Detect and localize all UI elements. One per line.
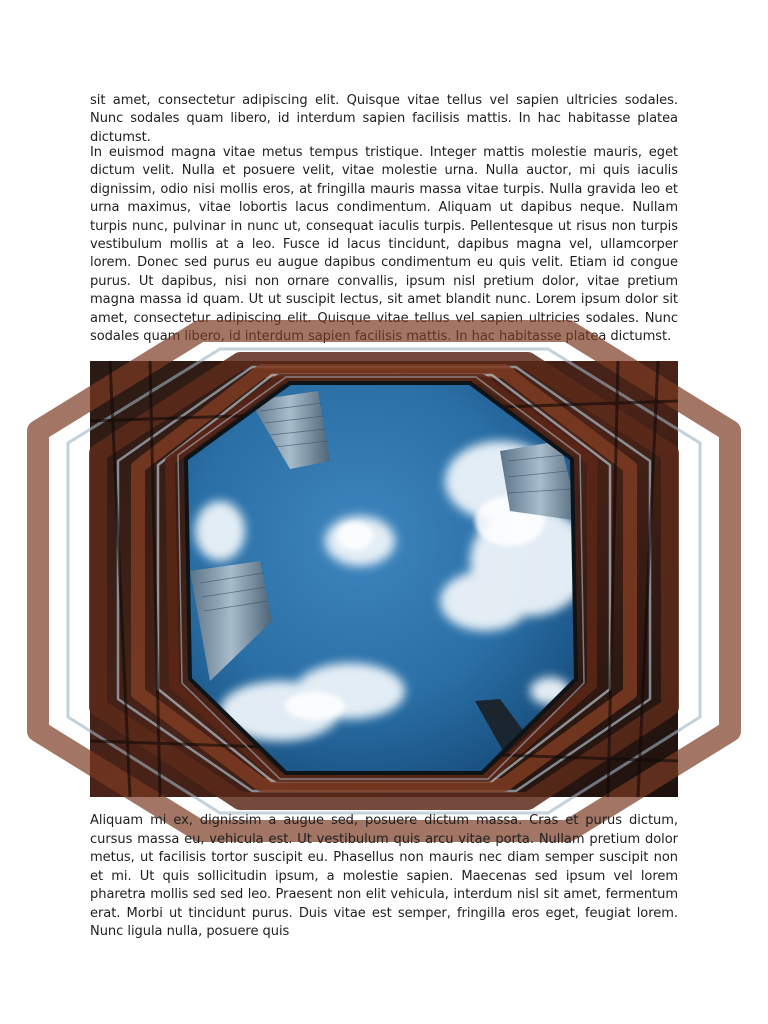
paragraph: sit amet, consectetur adipiscing elit. Quisque vitae tellus vel sapien ultricies sodales. Nunc sodales quam libero, id interdum sapien facilisis mattis. In hac habitasse platea dictumst.: [90, 93, 678, 145]
architecture-photo: [90, 361, 678, 797]
document-page: [90, 92, 678, 939]
paragraph: In euismod magna vitae metus tempus tristique. Integer mattis molestie mauris, eget dictum velit. Nulla et posuere velit, vitae molestie urna. Nulla auctor, mi quis iaculis dignissim, odio nisi mollis eros, at fringilla mauris massa vitae turpis. Nulla gravida leo et urna maximus, vitae lobortis lacus condimentum. Aliquam ut dapibus neque. Nullam turpis nunc, pulvinar in nunc ut, consequat iaculis turpis. Pellentesque ut risus non turpis vestibulum mollis at a leo. Fusce id lacus tincidunt, dapibus magna vel, ullamcorper lorem. Donec sed purus eu augue dapibus condimentum eu quis velit. Etiam id congue purus. Ut dapibus, nisi non ornare convallis, ipsum nisl pretium dolor, vitae pretium magna massa id quam. Ut ut suscipit lectus, sit amet blandit nunc. Lorem ipsum dolor sit amet, consectetur adipiscing elit. Quisque vitae tellus vel sapien ultricies sodales. Nunc sodales quam libero, id interdum sapien facilisis mattis. In hac habitasse platea dictumst.: [90, 145, 678, 345]
paragraph: Aliquam mi ex, dignissim a augue sed, posuere dictum massa. Cras et purus dictum, cursus massa eu, vehicula est. Ut vestibulum quis arcu vitae porta. Nullam pretium dolor metus, ut facilisis tortor suscipit eu. Phasellus non mauris nec diam semper suscipit non et mi. Ut quis sollicitudin ipsum, a molestie sapien. Maecenas sed ipsum vel lorem pharetra mollis sed sed leo. Praesent non elit vehicula, interdum nisl sit amet, fermentum erat. Morbi ut tincidunt purus. Duis vitae est semper, fringilla eros eget, feugiat lorem. Nunc ligula nulla, posuere quis: [90, 813, 678, 939]
